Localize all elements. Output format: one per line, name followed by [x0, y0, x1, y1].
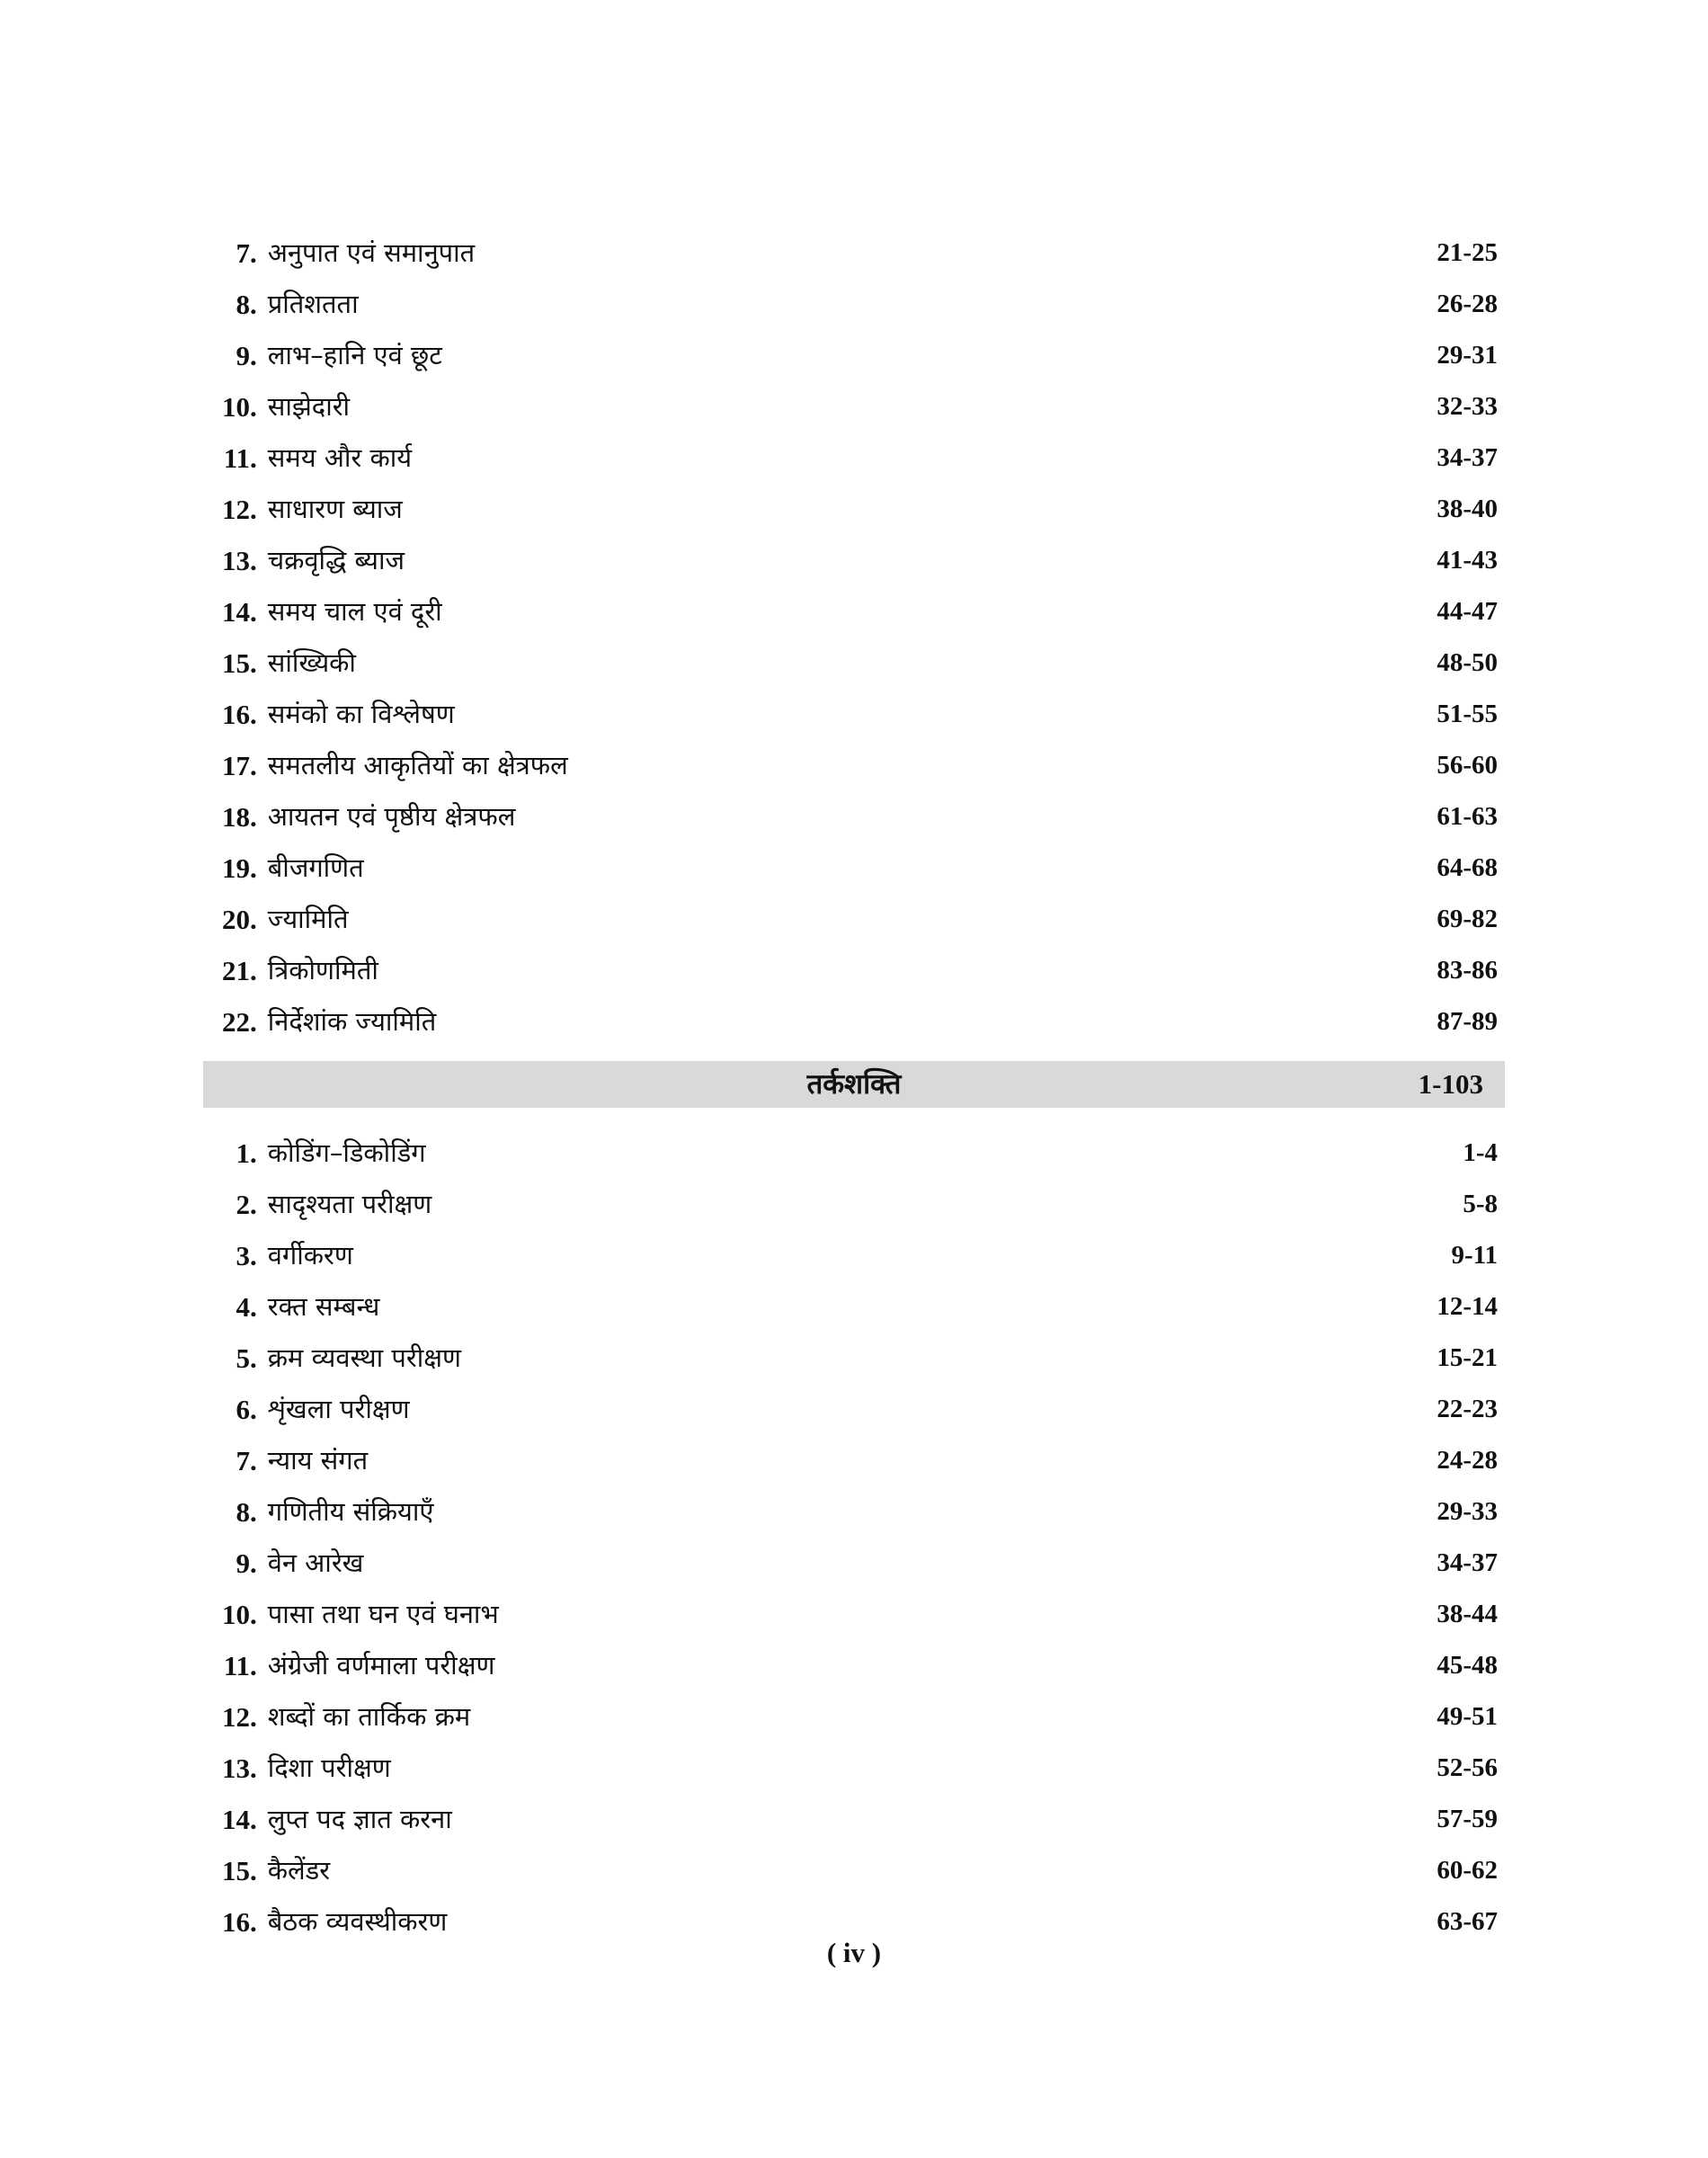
toc-row — [207, 1281, 1501, 1333]
toc-item-dot: . — [250, 1547, 257, 1579]
section-page-range: 1-103 — [1418, 1068, 1483, 1100]
toc-item-pages: 41-43 — [1437, 546, 1498, 575]
toc-item-pages: 87-89 — [1437, 1007, 1498, 1036]
page-number: ( iv ) — [826, 1937, 882, 1968]
toc-item-number: 12 — [222, 1701, 250, 1733]
toc-item-title: समय चाल एवं दूरी — [267, 596, 442, 627]
toc-item-number: 12 — [222, 494, 250, 525]
toc-item-pages: 51-55 — [1437, 700, 1498, 728]
toc-item-number: 9 — [236, 1547, 250, 1579]
toc-item-number: 10 — [222, 391, 250, 423]
toc-row — [207, 996, 1501, 1048]
toc-item-title: रक्त सम्बन्ध — [267, 1291, 380, 1322]
toc-item-dot: . — [250, 1906, 257, 1938]
toc-row — [207, 1743, 1501, 1794]
toc-item-number: 16 — [222, 1906, 250, 1938]
toc-item-pages: 45-48 — [1437, 1651, 1498, 1680]
toc-item-pages: 12-14 — [1437, 1292, 1498, 1321]
toc-item-pages: 34-37 — [1437, 1548, 1498, 1577]
toc-row — [207, 381, 1501, 432]
toc-item-title: कैलेंडर — [267, 1855, 331, 1886]
toc-item-number: 3 — [236, 1240, 250, 1271]
toc-item-title: वेन आरेख — [267, 1547, 364, 1578]
toc-row — [207, 791, 1501, 843]
toc-item-title: आयतन एवं पृष्ठीय क्षेत्रफल — [267, 801, 516, 832]
toc-item-dot: . — [250, 1137, 257, 1169]
toc-item-pages: 56-60 — [1437, 751, 1498, 780]
toc-row — [207, 1794, 1501, 1845]
toc-item-pages: 69-82 — [1437, 905, 1498, 933]
toc-item-title: गणितीय संक्रियाएँ — [267, 1496, 434, 1527]
toc-item-dot: . — [250, 1240, 257, 1271]
toc-item-pages: 57-59 — [1437, 1805, 1498, 1833]
toc-row — [207, 638, 1501, 689]
toc-item-title: कोडिंग–डिकोडिंग — [267, 1137, 426, 1168]
toc-item-dot: . — [250, 340, 257, 371]
toc-item-pages: 38-40 — [1437, 495, 1498, 523]
toc-item-pages: 22-23 — [1437, 1395, 1498, 1423]
section-title: तर्कशक्ति — [806, 1068, 902, 1101]
toc-row — [207, 484, 1501, 535]
toc-item-number: 21 — [222, 955, 250, 986]
toc-row — [207, 843, 1501, 894]
toc-item-pages: 44-47 — [1437, 597, 1498, 626]
toc-item-number: 14 — [222, 596, 250, 628]
toc-row — [207, 1179, 1501, 1230]
toc-row — [207, 279, 1501, 330]
toc-row — [207, 227, 1501, 279]
toc-row — [207, 1230, 1501, 1281]
toc-item-number: 15 — [222, 1855, 250, 1886]
toc-item-title: सांख्यिकी — [267, 647, 356, 678]
toc-row — [207, 1384, 1501, 1435]
toc-row — [207, 894, 1501, 945]
toc-item-pages: 63-67 — [1437, 1907, 1498, 1936]
toc-item-title: बीजगणित — [267, 852, 364, 883]
toc-item-number: 1 — [236, 1137, 250, 1169]
toc-item-dot: . — [250, 596, 257, 628]
toc-item-pages: 1-4 — [1463, 1138, 1498, 1167]
toc-item-dot: . — [250, 1006, 257, 1038]
toc-item-dot: . — [250, 852, 257, 884]
toc-item-dot: . — [250, 1342, 257, 1374]
toc-item-dot: . — [250, 1394, 257, 1425]
toc-item-pages: 34-37 — [1437, 443, 1498, 472]
toc-item-title: समतलीय आकृतियों का क्षेत्रफल — [267, 750, 568, 780]
toc-row — [207, 689, 1501, 740]
toc-item-pages: 15-21 — [1437, 1343, 1498, 1372]
toc-item-title: पासा तथा घन एवं घनाभ — [267, 1599, 499, 1629]
toc-item-pages: 60-62 — [1437, 1856, 1498, 1885]
toc-item-number: 8 — [236, 289, 250, 320]
toc-item-pages: 9-11 — [1451, 1241, 1498, 1270]
toc-item-dot: . — [250, 1650, 257, 1681]
toc-row — [207, 1589, 1501, 1640]
toc-item-dot: . — [250, 750, 257, 781]
toc-item-title: समंको का विश्लेषण — [267, 699, 455, 729]
toc-row — [207, 330, 1501, 381]
toc-item-number: 13 — [222, 1752, 250, 1784]
toc-item-title: अनुपात एवं समानुपात — [267, 237, 476, 268]
toc-item-title: क्रम व्यवस्था परीक्षण — [267, 1342, 462, 1373]
toc-row — [207, 1538, 1501, 1589]
toc-item-dot: . — [250, 801, 257, 833]
toc-item-dot: . — [250, 1701, 257, 1733]
toc-item-number: 22 — [222, 1006, 250, 1038]
toc-item-dot: . — [250, 1496, 257, 1528]
toc-item-pages: 26-28 — [1437, 290, 1498, 318]
toc-row — [207, 1845, 1501, 1896]
toc-item-title: लाभ–हानि एवं छूट — [267, 340, 442, 370]
toc-item-title: प्रतिशतता — [267, 289, 359, 319]
toc-item-dot: . — [250, 647, 257, 679]
toc-item-title: साझेदारी — [267, 391, 351, 422]
toc-item-number: 11 — [223, 1650, 250, 1681]
toc-item-number: 17 — [222, 750, 250, 781]
toc-row — [207, 1486, 1501, 1538]
toc-row — [207, 535, 1501, 586]
toc-item-pages: 48-50 — [1437, 648, 1498, 677]
toc-item-dot: . — [250, 1855, 257, 1886]
toc-item-number: 7 — [236, 237, 250, 269]
toc-item-dot: . — [250, 1752, 257, 1784]
toc-item-number: 2 — [236, 1189, 250, 1220]
toc-item-number: 16 — [222, 699, 250, 730]
toc-list-reasoning — [207, 1128, 1501, 1948]
toc-row — [207, 586, 1501, 638]
toc-item-pages: 21-25 — [1437, 238, 1498, 267]
toc-item-dot: . — [250, 289, 257, 320]
section-header-reasoning — [203, 1061, 1505, 1108]
toc-item-title: साधारण ब्याज — [267, 494, 403, 524]
toc-item-pages: 29-33 — [1437, 1497, 1498, 1526]
toc-item-title: ज्यामिति — [267, 904, 349, 934]
toc-item-pages: 29-31 — [1437, 341, 1498, 370]
toc-item-dot: . — [250, 442, 257, 474]
toc-item-number: 19 — [222, 852, 250, 884]
toc-item-pages: 52-56 — [1437, 1753, 1498, 1782]
toc-item-number: 18 — [222, 801, 250, 833]
toc-item-dot: . — [250, 1445, 257, 1476]
toc-item-number: 20 — [222, 904, 250, 935]
toc-item-title: निर्देशांक ज्यामिति — [267, 1006, 437, 1037]
toc-item-title: न्याय संगत — [267, 1445, 369, 1476]
toc-item-title: समय और कार्य — [267, 442, 413, 473]
toc-item-title: शब्दों का तार्किक क्रम — [267, 1701, 471, 1732]
toc-item-dot: . — [250, 545, 257, 576]
toc-item-number: 4 — [236, 1291, 250, 1323]
toc-row — [207, 740, 1501, 791]
toc-item-dot: . — [250, 1291, 257, 1323]
toc-item-dot: . — [250, 1599, 257, 1630]
toc-item-title: सादृश्यता परीक्षण — [267, 1189, 432, 1219]
toc-item-number: 8 — [236, 1496, 250, 1528]
toc-item-pages: 32-33 — [1437, 392, 1498, 421]
toc-item-pages: 24-28 — [1437, 1446, 1498, 1475]
toc-item-number: 11 — [223, 442, 250, 474]
toc-item-title: वर्गीकरण — [267, 1240, 353, 1271]
toc-item-number: 13 — [222, 545, 250, 576]
toc-item-dot: . — [250, 1189, 257, 1220]
toc-item-pages: 83-86 — [1437, 956, 1498, 985]
toc-item-number: 9 — [236, 340, 250, 371]
toc-item-number: 15 — [222, 647, 250, 679]
toc-item-pages: 5-8 — [1463, 1190, 1498, 1218]
toc-row — [207, 1691, 1501, 1743]
toc-row — [207, 1128, 1501, 1179]
toc-item-pages: 49-51 — [1437, 1702, 1498, 1731]
toc-row — [207, 1333, 1501, 1384]
toc-item-dot: . — [250, 1804, 257, 1835]
toc-list-quantitative — [207, 227, 1501, 1048]
toc-item-pages: 61-63 — [1437, 802, 1498, 831]
toc-item-title: त्रिकोणमिती — [267, 955, 378, 985]
toc-item-dot: . — [250, 391, 257, 423]
toc-item-dot: . — [250, 904, 257, 935]
toc-item-number: 5 — [236, 1342, 250, 1374]
toc-item-title: शृंखला परीक्षण — [267, 1394, 410, 1424]
toc-item-dot: . — [250, 699, 257, 730]
toc-row — [207, 1640, 1501, 1691]
toc-item-title: बैठक व्यवस्थीकरण — [267, 1906, 448, 1937]
toc-item-title: चक्रवृद्धि ब्याज — [267, 545, 405, 575]
toc-item-pages: 38-44 — [1437, 1600, 1498, 1628]
toc-item-number: 7 — [236, 1445, 250, 1476]
toc-row — [207, 945, 1501, 996]
toc-item-number: 14 — [222, 1804, 250, 1835]
toc-item-number: 6 — [236, 1394, 250, 1425]
toc-item-dot: . — [250, 494, 257, 525]
toc-row — [207, 432, 1501, 484]
toc-item-dot: . — [250, 955, 257, 986]
toc-item-title: अंग्रेजी वर्णमाला परीक्षण — [267, 1650, 495, 1681]
toc-item-number: 10 — [222, 1599, 250, 1630]
toc-item-title: दिशा परीक्षण — [267, 1752, 391, 1783]
toc-row — [207, 1435, 1501, 1486]
toc-item-dot: . — [250, 237, 257, 269]
toc-item-title: लुप्त पद ज्ञात करना — [267, 1804, 452, 1834]
toc-item-pages: 64-68 — [1437, 853, 1498, 882]
